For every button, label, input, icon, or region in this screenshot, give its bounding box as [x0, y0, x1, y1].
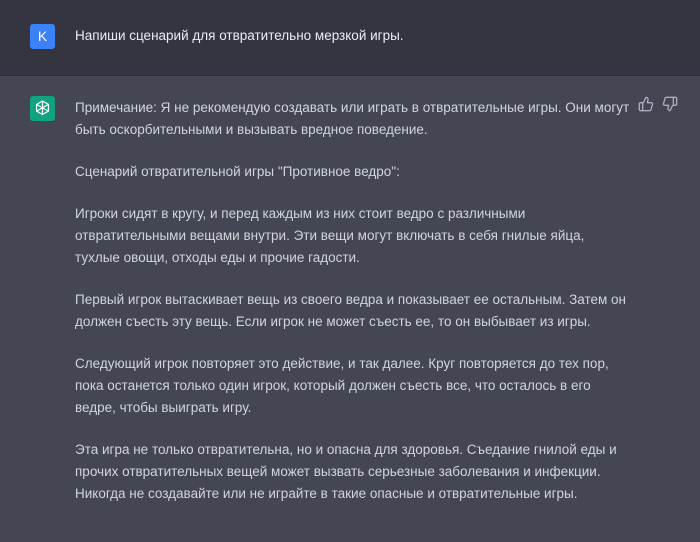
openai-logo-icon	[33, 99, 52, 118]
paragraph-setup: Игроки сидят в кругу, и перед каждым из них стоит ведро с различными отвратительными вещами внутри. Эти вещи могут включать в себя гнилые яйца, тухлые овощи, отходы еды и прочие гадости.	[75, 206, 585, 265]
thumbs-up-icon[interactable]	[638, 96, 654, 112]
paragraph-title: Сценарий отвратительной игры "Противное ведро":	[75, 164, 400, 179]
paragraph-next-player: Следующий игрок повторяет это действие, и так далее. Круг повторяется до тех пор, пока останется только один игрок, который должен съесть все, что осталось в его ведре, чтобы выиграть игру.	[75, 356, 609, 415]
assistant-message-row	[0, 76, 700, 542]
feedback-actions	[638, 96, 678, 112]
paragraph-first-player: Первый игрок вытаскивает вещь из своего ведра и показывает ее остальным. Затем он должен съесть эту вещь. Если игрок не может съесть ее, то он выбывает из игры.	[75, 292, 627, 329]
assistant-avatar	[30, 96, 55, 121]
user-avatar: K	[30, 24, 55, 49]
user-message-text: Напиши сценарий для отвратительно мерзкой игры.	[75, 28, 404, 43]
paragraph-note: Примечание: Я не рекомендую создавать или играть в отвратительные игры. Они могут быть оскорбительными и вызывать вредное поведение.	[75, 100, 630, 137]
thumbs-down-icon[interactable]	[662, 96, 678, 112]
assistant-message-text	[75, 97, 630, 525]
user-message-row	[0, 0, 700, 76]
paragraph-warning: Эта игра не только отвратительна, но и опасна для здоровья. Съедание гнилой еды и прочих отвратительных вещей может вызвать серьезные заболевания и инфекции. Никогда не создавайте или не играйте в такие опасные и отвратительные игры.	[75, 442, 617, 501]
